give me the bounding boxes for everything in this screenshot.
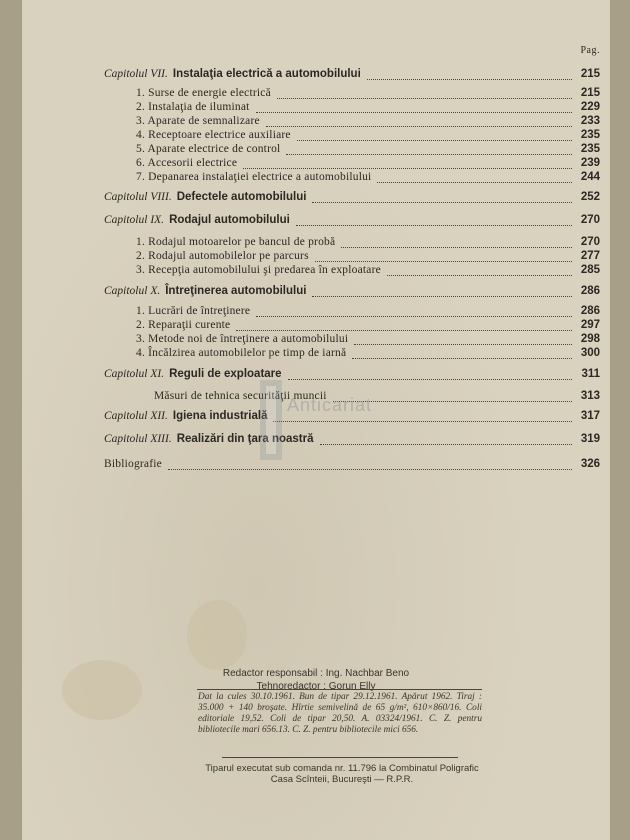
section-title: 1. Lucrări de întreţinere [136, 305, 251, 317]
page-number: 239 [580, 157, 600, 169]
section-title: Bibliografie [104, 458, 162, 470]
dot-leader [352, 355, 572, 359]
page-number: 270 [580, 214, 600, 226]
dot-leader [277, 95, 572, 99]
chapter-title: Realizări din ţara noastră [176, 433, 314, 445]
chapter-number: Capitolul IX. [104, 214, 165, 226]
dot-leader [312, 293, 572, 297]
dot-leader [354, 341, 572, 345]
chapter-title: Rodajul automobilului [169, 214, 290, 226]
paper-stain [187, 600, 247, 670]
page-number: 229 [580, 101, 600, 113]
section-title: 7. Depanarea instalaţiei electrice a automobilului [136, 171, 372, 183]
section-title: 2. Rodajul automobilelor pe parcurs [136, 250, 309, 262]
dot-leader [377, 179, 572, 183]
printer-text: Tiparul executat sub comanda nr. 11.796 la Combinatul Poligrafic Casa Scînteii, Bucureşti — R.P.R. [205, 763, 479, 785]
page-number: 235 [580, 129, 600, 141]
page-number: 298 [580, 333, 600, 345]
page-number: 317 [580, 410, 600, 422]
section-title: 4. Încălzirea automobilelor pe timp de iarnă [136, 347, 347, 359]
dot-leader [266, 123, 572, 127]
editor-credit: Redactor responsabil : Ing. Nachbar Beno [222, 668, 410, 679]
chapter-number: Capitolul VIII. [104, 191, 172, 203]
dot-leader [243, 165, 572, 169]
page-number: 252 [580, 191, 600, 203]
page-number: 270 [580, 236, 600, 248]
section-title: 3. Metode noi de întreţinere a automobilului [136, 333, 349, 345]
page-number: 311 [581, 368, 600, 380]
chapter-number: Capitolul XI. [104, 368, 165, 380]
dot-leader [256, 313, 572, 317]
page-number: 326 [580, 458, 600, 470]
watermark-logo-icon [258, 380, 288, 460]
chapter-title: Defectele automobilului [176, 191, 307, 203]
dot-leader [341, 244, 572, 248]
page-number: 215 [580, 68, 600, 80]
page-number: 277 [580, 250, 600, 262]
dot-leader [296, 222, 572, 226]
toc-chapter-row [104, 214, 600, 230]
chapter-title: Întreţinerea automobilului [165, 285, 307, 297]
section-title: 2. Instalaţia de iluminat [136, 101, 250, 113]
page-column-label: Pag. [580, 45, 600, 56]
chapter-number: Capitolul XII. [104, 410, 168, 422]
section-title: 1. Rodajul motoarelor pe bancul de probă [136, 236, 336, 248]
dot-leader [312, 199, 572, 203]
dot-leader [168, 466, 572, 470]
dot-leader [236, 327, 572, 331]
toc-section-row [104, 458, 600, 474]
page-number: 286 [580, 305, 600, 317]
toc-section-row [136, 347, 600, 363]
page-number: 244 [580, 171, 600, 183]
toc-section-row [136, 171, 600, 187]
dot-leader [315, 258, 572, 262]
chapter-title: Reguli de exploatare [169, 368, 282, 380]
watermark-text: Anticariat [287, 395, 373, 415]
tech-editor-credit: Tehnoredactor : Gorun Elly [256, 681, 376, 692]
imprint-divider [197, 689, 482, 690]
page-number: 285 [580, 264, 600, 276]
toc-section-row [154, 390, 600, 406]
chapter-title: Igiena industrială [172, 410, 268, 422]
section-title: 2. Reparaţii curente [136, 319, 231, 331]
section-title: 6. Accesorii electrice [136, 157, 238, 169]
page-number: 300 [580, 347, 600, 359]
dot-leader [288, 376, 572, 380]
chapter-number: Capitolul X. [104, 285, 161, 297]
section-title: Măsuri de tehnica securităţii muncii [154, 390, 327, 402]
section-title: 5. Aparate electrice de control [136, 143, 281, 155]
page-number: 233 [580, 115, 600, 127]
dot-leader [320, 441, 573, 445]
toc-chapter-row [104, 191, 600, 207]
toc-chapter-row [104, 368, 600, 384]
chapter-number: Capitolul XIII. [104, 433, 172, 445]
page-number: 215 [580, 87, 600, 99]
page-number: 235 [580, 143, 600, 155]
section-title: 3. Recepţia automobilului şi predarea în exploatare [136, 264, 381, 276]
dot-leader [256, 109, 572, 113]
section-title: 4. Receptoare electrice auxiliare [136, 129, 291, 141]
page-number: 313 [580, 390, 600, 402]
page-number: 286 [580, 285, 600, 297]
printer-divider [222, 757, 458, 758]
section-title: 3. Aparate de semnalizare [136, 115, 260, 127]
page-number: 319 [580, 433, 600, 445]
toc-chapter-row [104, 68, 600, 84]
book-page [22, 0, 610, 840]
dot-leader [273, 418, 572, 422]
dot-leader [367, 76, 572, 80]
imprint-text: Dat la cules 30.10.1961. Bun de tipar 29.12.1961. Apărut 1962. Tiraj : 35.000 + 140 broşate. Hîrtie semivelină de 65 g/m², 610×860/16. Coli editoriale 19,52. Coli de tipar 20,50. A. 03324/1961. C. Z. pentru bibliotecile mari 656.13. C. Z. pentru bibliotecile mici 656. [198, 692, 482, 735]
dot-leader [297, 137, 572, 141]
dot-leader [286, 151, 572, 155]
dot-leader [387, 272, 572, 276]
page-number: 297 [580, 319, 600, 331]
chapter-title: Instalaţia electrică a automobilului [172, 68, 361, 80]
toc-chapter-row [104, 433, 600, 449]
chapter-number: Capitolul VII. [104, 68, 168, 80]
section-title: 1. Surse de energie electrică [136, 87, 271, 99]
toc-chapter-row [104, 285, 600, 301]
toc-section-row [136, 264, 600, 280]
